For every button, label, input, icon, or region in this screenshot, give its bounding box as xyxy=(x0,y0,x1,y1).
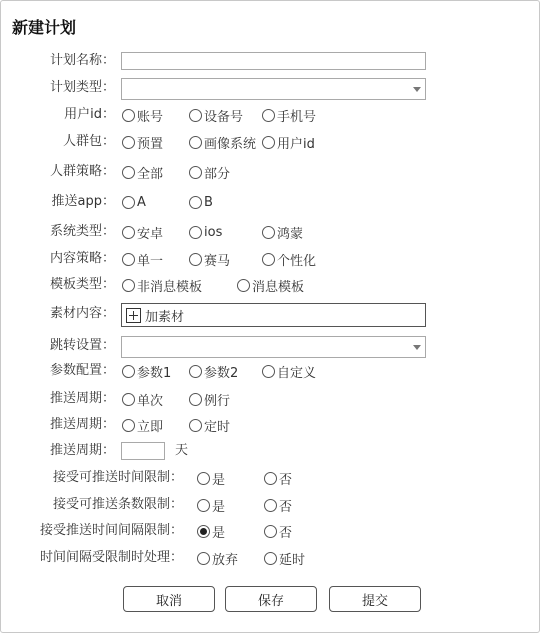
radio-app-b[interactable]: B xyxy=(189,191,213,213)
days-unit-label: 天 xyxy=(175,443,189,458)
accept-time-limit-label: 接受可推送时间限制： xyxy=(52,470,183,485)
interval-handling-label: 时间间隔受限制时处理： xyxy=(39,550,183,565)
radio-circle-icon[interactable] xyxy=(197,499,210,512)
radio-crowd-preset[interactable]: 预置 xyxy=(122,131,163,153)
radio-circle-icon[interactable] xyxy=(197,552,210,565)
radio-param-1[interactable]: 参数1 xyxy=(122,360,171,382)
radio-timing-scheduled[interactable]: 定时 xyxy=(189,414,230,436)
radio-content-single[interactable]: 单一 xyxy=(122,248,163,270)
add-material-button[interactable]: 加素材 xyxy=(121,303,426,327)
radio-circle-icon[interactable] xyxy=(264,525,277,538)
push-timing-label: 推送周期： xyxy=(49,417,115,432)
system-type-label: 系统类型： xyxy=(49,224,115,239)
radio-interval-limit-no[interactable]: 否 xyxy=(264,520,292,542)
user-id-label: 用户id： xyxy=(64,107,115,122)
radio-circle-icon[interactable] xyxy=(262,365,275,378)
radio-system-ios[interactable]: ios xyxy=(189,221,222,243)
radio-strategy-partial[interactable]: 部分 xyxy=(189,161,230,183)
crowd-strategy-label: 人群策略： xyxy=(49,164,115,179)
radio-template-non-message[interactable]: 非消息模板 xyxy=(122,274,202,296)
push-app-label: 推送app： xyxy=(51,194,115,209)
radio-circle-icon[interactable] xyxy=(122,365,135,378)
redirect-label: 跳转设置： xyxy=(49,338,115,353)
content-strategy-label: 内容策略： xyxy=(49,251,115,266)
radio-circle-icon[interactable] xyxy=(264,552,277,565)
dialog-title: 新建计划 xyxy=(12,18,77,37)
plan-type-select[interactable] xyxy=(121,78,426,100)
radio-cycle-routine[interactable]: 例行 xyxy=(189,388,230,410)
radio-count-limit-yes[interactable]: 是 xyxy=(197,494,225,516)
radio-circle-icon[interactable] xyxy=(264,472,277,485)
radio-circle-icon[interactable] xyxy=(262,253,275,266)
radio-cycle-once[interactable]: 单次 xyxy=(122,388,163,410)
radio-time-limit-no[interactable]: 否 xyxy=(264,467,292,489)
radio-app-a[interactable]: A xyxy=(122,191,146,213)
radio-interval-limit-yes[interactable]: 是 xyxy=(197,520,225,542)
radio-circle-icon[interactable] xyxy=(189,109,202,122)
plan-name-input[interactable] xyxy=(121,52,426,70)
push-days-input[interactable] xyxy=(121,442,165,460)
save-button[interactable]: 保存 xyxy=(225,586,317,612)
radio-circle-icon[interactable] xyxy=(122,136,135,149)
push-days-label: 推送周期： xyxy=(49,443,115,458)
radio-circle-icon[interactable] xyxy=(122,279,135,292)
radio-circle-icon[interactable] xyxy=(122,419,135,432)
radio-content-personalized[interactable]: 个性化 xyxy=(262,248,316,270)
template-type-label: 模板类型： xyxy=(49,277,115,292)
radio-user-id-device[interactable]: 设备号 xyxy=(189,104,243,126)
radio-param-2[interactable]: 参数2 xyxy=(189,360,238,382)
radio-system-harmony[interactable]: 鸿蒙 xyxy=(262,221,303,243)
radio-circle-icon[interactable] xyxy=(189,365,202,378)
chevron-down-icon[interactable] xyxy=(409,337,425,357)
radio-template-message[interactable]: 消息模板 xyxy=(237,274,304,296)
radio-circle-icon[interactable] xyxy=(189,136,202,149)
plus-icon[interactable] xyxy=(126,308,141,323)
accept-interval-limit-label: 接受推送时间间隔限制： xyxy=(39,523,183,538)
submit-button[interactable]: 提交 xyxy=(329,586,421,612)
crowd-pack-label: 人群包： xyxy=(62,134,115,149)
radio-circle-icon[interactable] xyxy=(189,196,202,209)
radio-crowd-portrait[interactable]: 画像系统 xyxy=(189,131,256,153)
radio-circle-icon[interactable] xyxy=(189,166,202,179)
radio-circle-icon[interactable] xyxy=(264,499,277,512)
radio-content-race[interactable]: 赛马 xyxy=(189,248,230,270)
radio-param-custom[interactable]: 自定义 xyxy=(262,360,316,382)
radio-circle-icon[interactable] xyxy=(262,136,275,149)
radio-checked-icon[interactable] xyxy=(197,525,210,538)
radio-circle-icon[interactable] xyxy=(262,109,275,122)
radio-system-android[interactable]: 安卓 xyxy=(122,221,163,243)
cancel-button[interactable]: 取消 xyxy=(123,586,215,612)
redirect-select[interactable] xyxy=(121,336,426,358)
radio-strategy-all[interactable]: 全部 xyxy=(122,161,163,183)
radio-timing-immediate[interactable]: 立即 xyxy=(122,414,163,436)
radio-handling-delay[interactable]: 延时 xyxy=(264,547,305,569)
params-label: 参数配置： xyxy=(49,363,115,378)
radio-circle-icon[interactable] xyxy=(122,226,135,239)
radio-user-id-phone[interactable]: 手机号 xyxy=(262,104,316,126)
material-label: 素材内容： xyxy=(49,306,115,321)
push-cycle-label: 推送周期： xyxy=(49,391,115,406)
radio-circle-icon[interactable] xyxy=(122,196,135,209)
radio-circle-icon[interactable] xyxy=(122,253,135,266)
radio-time-limit-yes[interactable]: 是 xyxy=(197,467,225,489)
radio-user-id-account[interactable]: 账号 xyxy=(122,104,163,126)
plan-name-label: 计划名称： xyxy=(49,53,115,68)
radio-circle-icon[interactable] xyxy=(189,419,202,432)
radio-circle-icon[interactable] xyxy=(122,393,135,406)
plan-type-label: 计划类型： xyxy=(49,80,115,95)
chevron-down-icon[interactable] xyxy=(409,79,425,99)
radio-circle-icon[interactable] xyxy=(122,109,135,122)
radio-handling-abandon[interactable]: 放弃 xyxy=(197,547,238,569)
radio-circle-icon[interactable] xyxy=(189,253,202,266)
radio-circle-icon[interactable] xyxy=(189,226,202,239)
radio-circle-icon[interactable] xyxy=(197,472,210,485)
radio-crowd-user-id[interactable]: 用户id xyxy=(262,131,315,153)
radio-circle-icon[interactable] xyxy=(189,393,202,406)
accept-count-limit-label: 接受可推送条数限制： xyxy=(52,497,183,512)
radio-count-limit-no[interactable]: 否 xyxy=(264,494,292,516)
radio-circle-icon[interactable] xyxy=(237,279,250,292)
radio-circle-icon[interactable] xyxy=(122,166,135,179)
radio-circle-icon[interactable] xyxy=(262,226,275,239)
